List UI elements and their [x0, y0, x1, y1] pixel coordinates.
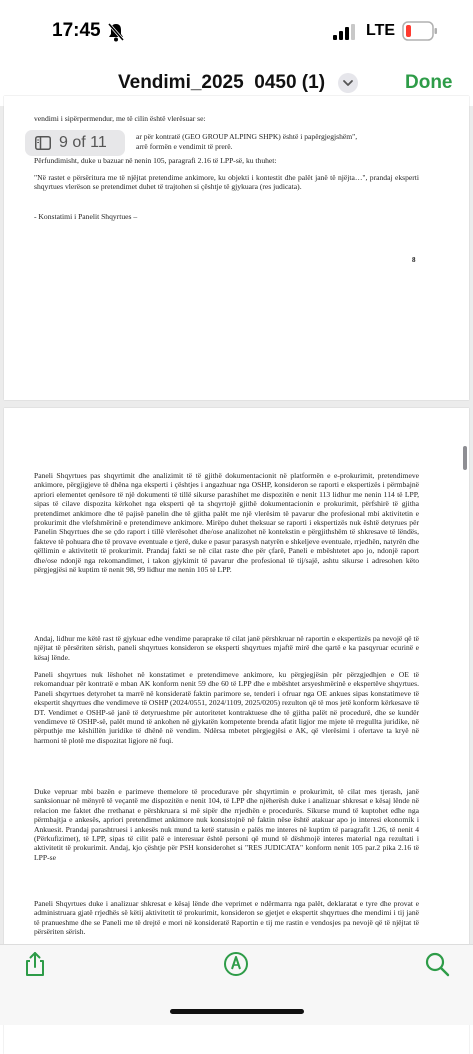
page-indicator-label: 9 of 11 — [59, 134, 107, 151]
page9-paragraph-2: Andaj, lidhur me këtë rast të gjykuar edhe vendime paraprake të cilat janë përshkruar në raportin e ekspertizës pa nevojë që të njëjtat të përsëriten sërish, paneli shqyrtues konsideron se eksperti shqyrtues mjaftë mirë dhe qartë e ka pasqyruar ecurinë e kësaj lënde. — [34, 634, 419, 662]
signal-icon — [333, 24, 355, 40]
page8-line-b: arrë formën e vendimit të prerë. — [136, 142, 233, 151]
chevron-down-icon — [338, 73, 358, 93]
bell-slash-icon — [107, 22, 125, 42]
page-number: 8 — [412, 256, 416, 264]
page9-paragraph-1: Paneli Shqyrtues pas shqyrtimit dhe analizimit të të gjithë dokumentacionit në platformën e e-prokurimit, pretendimeve ankimore, përgjigjeve të dhëna nga eksperti i çështjes i angazhuar nga OSHP, konsideron se raporti e ekspertizës i përmbajnë apriori elementet qenësore të një dokumenti të tillë sikurse parashihet me dispozitën e nenit 113 lidhur me nenin 114 të LPP, sipas të cilave dispozita kërkohet nga eksperti që ta shqyrtojë gjithë dokumentacionin e prokurimit, përfshirë të gjitha pretendimet ankimore dhe të pajisë panelin dhe të gjitha palët me një vlerësim të pavarur dhe profesional mbi aktivitetin e prokurimit dhe vlefshmërinë e pretendimeve ankimore. Mirëpo duhet theksuar se raporti i ekspertizës nuk është detyrues për Panelin Shqyrtues dhe se çdo raport i tillë vlerësohet dhe/ose analizohet në kontekstin e përgjithshëm të shkresave të lëndës, fakteve të pohuara dhe të provave eventuale e tjerë, duke e pasur parasysh natyrën e shkeljeve eventuale, rrjedhën, natyrën dhe qëllimin e aktivitetit të prokurimit. Prandaj fakti se në cilat raste dhe për çfarë, Paneli e mbështetet apo jo, ndonjë raport dhe/ose ndonjë nga rekomandimet, i takon gjykimit të pavarur dhe profesional të tij/sajë, ashtu sikurse i adresohen këto përgjegjësi në kuptim të nenit 98, 99 lidhur me nenin 105 të LPP. — [34, 471, 419, 575]
battery-low-icon — [402, 21, 438, 41]
home-indicator[interactable] — [170, 1009, 304, 1014]
status-bar — [0, 0, 473, 64]
network-type: LTE — [366, 22, 396, 39]
page-indicator[interactable] — [25, 130, 125, 156]
share-icon[interactable] — [22, 951, 48, 977]
document-page-9 — [4, 408, 469, 1006]
document-title[interactable]: Vendimi_2025 0450 (1) — [118, 72, 326, 93]
search-icon[interactable] — [424, 951, 450, 977]
page8-paragraph-3: - Konstatimi i Panelit Shqyrtues – — [34, 212, 138, 221]
document-viewer[interactable] — [0, 106, 473, 944]
page9-paragraph-3: Paneli shqyrtues nuk lëshohet në konstatimet e pretendimeve ankimore, ku përgjegjësin për përzgjedhjen e OE të rekomanduar për kontratë e mban AK konform nenit 59 dhe 60 të LPP dhe e mbështet arsyeshmërinë e ekspertëve shqyrtues. Paneli shqyrtues detyrohet ta marrë në konsideratë faktin parimore se, tenderi i ofruar nga OE ankues sipas konstatimeve të ekspertit shqyrtues dhe vendimeve të OSHP (2024/0551, 2024/1109, 2025/0205) rezulton që të mos jetë konform kërkesave të DT. Vendimet e OSHP-së janë të detyrueshme për autoritetet kontraktuese dhe të gjitha palët në procedurë, dhe se kundër vendimeve të OSHP-së, palët mund të ankohen në gjykatën kompetente brenda afatit ligjor me mjete të rregullta juridike, në përputhje me këshillën juridike të dhënë në vendim. Ndërsa mbetet përgjegjësi e AK, që vlerësimi i ofertave ta kryë në harmoni të plotë me dispozitat ligjore në fuqi. — [34, 670, 419, 745]
done-button[interactable]: Done — [405, 72, 453, 93]
markup-icon[interactable] — [223, 951, 249, 977]
page8-line-top: vendimi i sipërpermendur, me të cilin është vlerësuar se: — [34, 114, 206, 123]
page8-line-a: ar për kontratë (GEO GROUP ALPING SHPK) është i papërgjegjshëm", — [136, 132, 358, 141]
page8-paragraph-2: "Në rastet e përsëritura me të njëjtat pretendime ankimore, ku objekti i kontestit dhe palët janë të njëjta…", prandaj eksperti shqyrtues vlerëson se pretendimet duhet të trajtohen si çështje të gjykuara (res judicata). — [34, 173, 419, 192]
page9-paragraph-5: Paneli Shqyrtues duke i analizuar shkresat e kësaj lënde dhe veprimet e ndërmarra nga palët, deklaratat e tyre dhe provat e administruara gjatë rrjedhës së këtij aktivitetit të prokurimit, konsideron se gjetjet e ekspertit shqyrtues dhe mendimi i tij janë të pranueshme dhe se Paneli me të drejtë e mori në konsideratë Raportin e tij me rastin e vendosjes pa nevojë që të njëjtat të përsëriten sërish. — [34, 899, 419, 937]
bottom-toolbar — [0, 944, 473, 1025]
sidebar-icon — [35, 136, 51, 150]
page8-paragraph-1: Përfundimisht, duke u bazuar në nenin 105, paragrafi 2.16 të LPP-së, ku thuhet: — [34, 156, 277, 165]
scroll-indicator[interactable] — [463, 446, 467, 470]
title-menu-button[interactable] — [338, 73, 358, 93]
clock: 17:45 — [52, 20, 101, 41]
page9-paragraph-4: Duke vepruar mbi bazën e parimeve themelore të procedurave për shqyrtimin e prokurimit, të cilat mes tjerash, janë sanksionuar në mënyrë të veçantë me dispozitën e nenit 104, të LPP dhe njëherësh duke i analizuar shkresat e kësaj lënde në relacion me faktet dhe rrethanat e përshkruara si më sipër dhe rrjedhën e procedurës. Sikurse mund të kuptohet edhe nga përmbajtja e ankesës, apriori pretendimet ankimore nuk konsistojnë në faktin nëse është atakuar apo jo interesi ekonomik i Ankuesit. Prandaj parashtruesi i ankesës nuk mund ta ketë statusin e palës me interes në kuptim të paragrafit 1.26, të nenit 4 (Përkufizimet), të LPP, sipas të cilit palë e interesuar është personi që mund të dëshmojë interes material nga rezultati i aktivitetit të prokurimit. Andaj, kjo çështje për PSH konsiderohet si "RES JUDICATA" konform nenit 105 par.2 pika 2.16 të LPP-se — [34, 787, 419, 862]
